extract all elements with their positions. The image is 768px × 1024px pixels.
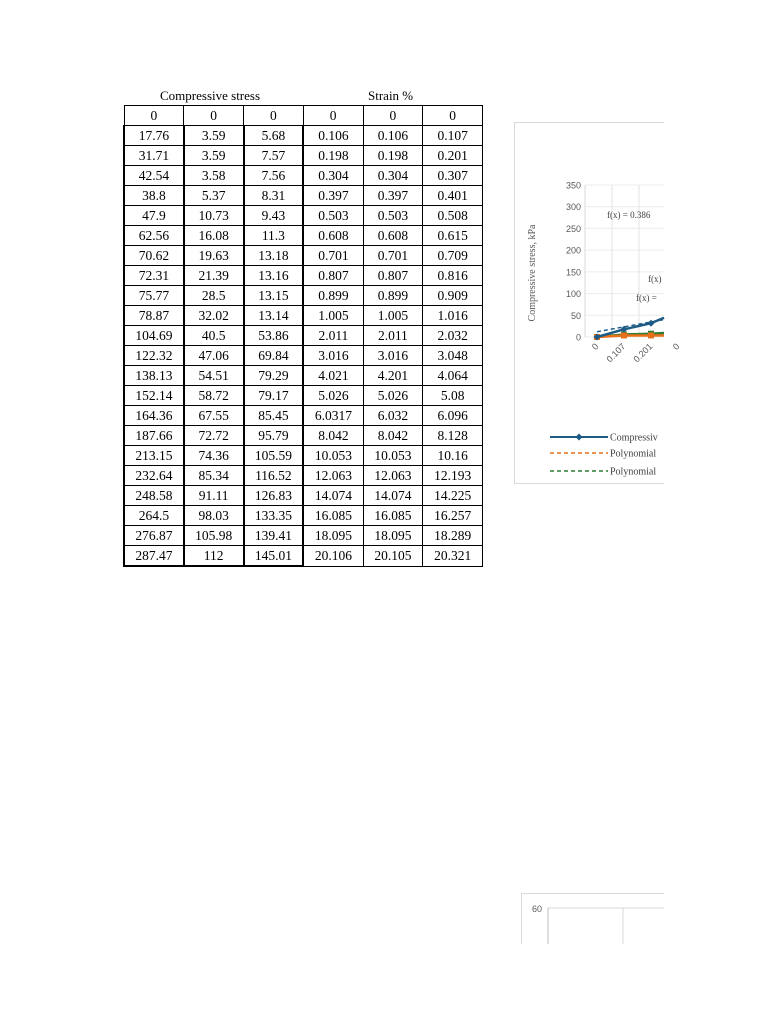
stress-cell: 122.32 (124, 346, 184, 366)
stress-cell: 11.3 (244, 226, 304, 246)
strain-cell: 10.053 (363, 446, 423, 466)
strain-cell: 0.307 (423, 166, 483, 186)
stress-cell: 126.83 (244, 486, 304, 506)
trendline-equation-2: f(x) (648, 274, 662, 284)
strain-cell: 5.08 (423, 386, 483, 406)
table-row (124, 346, 483, 366)
stress-cell: 91.11 (184, 486, 244, 506)
strain-cell: 0 (423, 106, 483, 126)
stress-cell: 5.68 (244, 126, 304, 146)
table-row (124, 126, 483, 146)
stress-cell: 264.5 (124, 506, 184, 526)
table-row (124, 186, 483, 206)
strain-cell: 0.899 (303, 286, 363, 306)
stress-cell: 164.36 (124, 406, 184, 426)
strain-cell: 0.701 (363, 246, 423, 266)
stress-cell: 47.9 (124, 206, 184, 226)
strain-cell: 0.503 (363, 206, 423, 226)
stress-cell: 5.37 (184, 186, 244, 206)
data-point-marker (621, 332, 627, 338)
strain-cell: 0.106 (303, 126, 363, 146)
x-tick-label: 0 (589, 341, 601, 352)
stress-cell: 13.15 (244, 286, 304, 306)
strain-cell: 0.807 (303, 266, 363, 286)
strain-cell: 8.128 (423, 426, 483, 446)
stress-cell: 85.45 (244, 406, 304, 426)
strain-header: Strain % (368, 88, 414, 103)
table-row (124, 366, 483, 386)
stress-cell: 10.73 (184, 206, 244, 226)
strain-cell: 10.16 (423, 446, 483, 466)
strain-cell: 20.321 (423, 546, 483, 567)
stress-cell: 105.59 (244, 446, 304, 466)
y-tick-label: 150 (565, 267, 581, 278)
strain-cell: 0.106 (363, 126, 423, 146)
stress-cell: 3.58 (184, 166, 244, 186)
strain-cell: 16.257 (423, 506, 483, 526)
strain-cell: 14.074 (363, 486, 423, 506)
strain-cell: 5.026 (363, 386, 423, 406)
table-row (124, 266, 483, 286)
stress-cell: 0 (244, 106, 304, 126)
table-row (124, 386, 483, 406)
stress-cell: 104.69 (124, 326, 184, 346)
stress-cell: 19.63 (184, 246, 244, 266)
stress-cell: 112 (184, 546, 244, 567)
strain-cell: 0.909 (423, 286, 483, 306)
strain-cell: 0.709 (423, 246, 483, 266)
strain-cell: 1.005 (303, 306, 363, 326)
strain-cell: 0.608 (363, 226, 423, 246)
strain-cell: 0.508 (423, 206, 483, 226)
stress-cell: 9.43 (244, 206, 304, 226)
stress-cell: 58.72 (184, 386, 244, 406)
table-row (124, 286, 483, 306)
y-tick-label: 200 (565, 245, 581, 256)
table-row (124, 246, 483, 266)
strain-cell: 0.397 (363, 186, 423, 206)
strain-cell: 5.026 (303, 386, 363, 406)
stress-cell: 72.72 (184, 426, 244, 446)
stress-cell: 3.59 (184, 126, 244, 146)
strain-cell: 12.193 (423, 466, 483, 486)
stress-cell: 95.79 (244, 426, 304, 446)
stress-cell: 70.62 (124, 246, 184, 266)
strain-cell: 0.198 (303, 146, 363, 166)
strain-cell: 0.816 (423, 266, 483, 286)
strain-cell: 20.106 (303, 546, 363, 567)
strain-cell: 12.063 (303, 466, 363, 486)
table-row (124, 546, 483, 567)
stress-cell: 47.06 (184, 346, 244, 366)
strain-cell: 3.016 (303, 346, 363, 366)
stress-cell: 13.16 (244, 266, 304, 286)
stress-strain-table (123, 105, 483, 567)
stress-cell: 21.39 (184, 266, 244, 286)
stress-cell: 0 (124, 106, 184, 126)
trendline-equation-1: f(x) = 0.386 (607, 210, 651, 220)
stress-cell: 17.76 (124, 126, 184, 146)
stress-cell: 139.41 (244, 526, 304, 546)
stress-cell: 32.02 (184, 306, 244, 326)
strain-cell: 8.042 (363, 426, 423, 446)
strain-cell: 18.095 (303, 526, 363, 546)
stress-cell: 105.98 (184, 526, 244, 546)
strain-cell: 0.198 (363, 146, 423, 166)
stress-cell: 8.31 (244, 186, 304, 206)
stress-cell: 16.08 (184, 226, 244, 246)
strain-cell: 6.096 (423, 406, 483, 426)
strain-cell: 14.225 (423, 486, 483, 506)
stress-cell: 79.17 (244, 386, 304, 406)
stress-cell: 98.03 (184, 506, 244, 526)
stress-cell: 72.31 (124, 266, 184, 286)
y-tick-label: 300 (565, 202, 581, 213)
stress-cell: 213.15 (124, 446, 184, 466)
table-row (124, 486, 483, 506)
strain-cell: 6.032 (363, 406, 423, 426)
legend-label: Polynomial (610, 466, 657, 478)
stress-cell: 74.36 (184, 446, 244, 466)
table-row (124, 426, 483, 446)
table-row (124, 526, 483, 546)
y-tick-label: 60 (531, 904, 542, 914)
strain-cell: 0.397 (303, 186, 363, 206)
stress-cell: 38.8 (124, 186, 184, 206)
strain-cell: 3.016 (363, 346, 423, 366)
strain-cell: 2.032 (423, 326, 483, 346)
strain-cell: 2.011 (363, 326, 423, 346)
strain-cell: 0.401 (423, 186, 483, 206)
x-tick-label: 0.201 (631, 341, 655, 365)
stress-cell: 13.18 (244, 246, 304, 266)
compressive-stress-header: Compressive stress (160, 88, 261, 103)
second-chart-canvas (522, 894, 664, 944)
y-axis-label: Compressive stress, kPa (527, 224, 538, 322)
table-row (124, 166, 483, 186)
strain-cell: 0.304 (363, 166, 423, 186)
table-group-headers (123, 86, 483, 105)
strain-cell: 18.289 (423, 526, 483, 546)
stress-cell: 287.47 (124, 546, 184, 567)
strain-cell: 18.095 (363, 526, 423, 546)
stress-cell: 248.58 (124, 486, 184, 506)
trendline-equation-3: f(x) = (636, 293, 657, 303)
table-row (124, 326, 483, 346)
stress-cell: 133.35 (244, 506, 304, 526)
stress-cell: 13.14 (244, 306, 304, 326)
strain-cell: 0.807 (363, 266, 423, 286)
strain-cell: 0.701 (303, 246, 363, 266)
table-row (124, 146, 483, 166)
stress-cell: 145.01 (244, 546, 304, 567)
x-tick-label: 0 (670, 341, 682, 352)
x-tick-label: 0.107 (604, 341, 628, 365)
y-tick-label: 350 (565, 180, 581, 191)
stress-cell: 0 (184, 106, 244, 126)
stress-cell: 85.34 (184, 466, 244, 486)
strain-cell: 0.899 (363, 286, 423, 306)
stress-cell: 78.87 (124, 306, 184, 326)
data-point-marker (648, 332, 654, 338)
table-row (124, 466, 483, 486)
table-row (124, 226, 483, 246)
table-row (124, 446, 483, 466)
strain-cell: 4.021 (303, 366, 363, 386)
table-row (124, 306, 483, 326)
strain-cell: 2.011 (303, 326, 363, 346)
data-table-region (123, 86, 483, 567)
legend-label: Polynomial (610, 448, 657, 460)
stress-cell: 40.5 (184, 326, 244, 346)
table-row (124, 106, 483, 126)
stress-cell: 276.87 (124, 526, 184, 546)
strain-cell: 20.105 (363, 546, 423, 567)
strain-cell: 0 (303, 106, 363, 126)
strain-cell: 4.201 (363, 366, 423, 386)
strain-cell: 0.503 (303, 206, 363, 226)
y-tick-label: 100 (565, 289, 581, 300)
stress-cell: 69.84 (244, 346, 304, 366)
second-chart[interactable] (521, 893, 664, 944)
strain-cell: 0.608 (303, 226, 363, 246)
stress-strain-chart[interactable] (514, 122, 682, 484)
data-point-marker (648, 320, 655, 327)
stress-cell: 7.57 (244, 146, 304, 166)
stress-cell: 187.66 (124, 426, 184, 446)
stress-cell: 62.56 (124, 226, 184, 246)
strain-cell: 0.107 (423, 126, 483, 146)
table-row (124, 506, 483, 526)
strain-cell: 16.085 (303, 506, 363, 526)
strain-cell: 8.042 (303, 426, 363, 446)
stress-cell: 28.5 (184, 286, 244, 306)
stress-cell: 7.56 (244, 166, 304, 186)
stress-cell: 79.29 (244, 366, 304, 386)
stress-cell: 42.54 (124, 166, 184, 186)
legend-label: Compressiv (610, 432, 658, 444)
strain-cell: 12.063 (363, 466, 423, 486)
stress-cell: 67.55 (184, 406, 244, 426)
stress-cell: 3.59 (184, 146, 244, 166)
stress-cell: 232.64 (124, 466, 184, 486)
table-row (124, 406, 483, 426)
strain-cell: 3.048 (423, 346, 483, 366)
chart-canvas (515, 123, 682, 483)
strain-cell: 14.074 (303, 486, 363, 506)
strain-cell: 0.615 (423, 226, 483, 246)
table-row (124, 206, 483, 226)
strain-cell: 0.304 (303, 166, 363, 186)
legend-marker (576, 434, 583, 441)
stress-cell: 53.86 (244, 326, 304, 346)
stress-cell: 54.51 (184, 366, 244, 386)
strain-cell: 0.201 (423, 146, 483, 166)
strain-cell: 1.005 (363, 306, 423, 326)
strain-cell: 0 (363, 106, 423, 126)
strain-cell: 4.064 (423, 366, 483, 386)
strain-cell: 6.0317 (303, 406, 363, 426)
stress-cell: 116.52 (244, 466, 304, 486)
strain-cell: 16.085 (363, 506, 423, 526)
stress-cell: 75.77 (124, 286, 184, 306)
stress-cell: 152.14 (124, 386, 184, 406)
strain-cell: 10.053 (303, 446, 363, 466)
y-tick-label: 250 (565, 223, 581, 234)
y-tick-label: 50 (570, 310, 581, 321)
stress-cell: 138.13 (124, 366, 184, 386)
strain-cell: 1.016 (423, 306, 483, 326)
y-tick-label: 0 (575, 332, 581, 343)
stress-cell: 31.71 (124, 146, 184, 166)
